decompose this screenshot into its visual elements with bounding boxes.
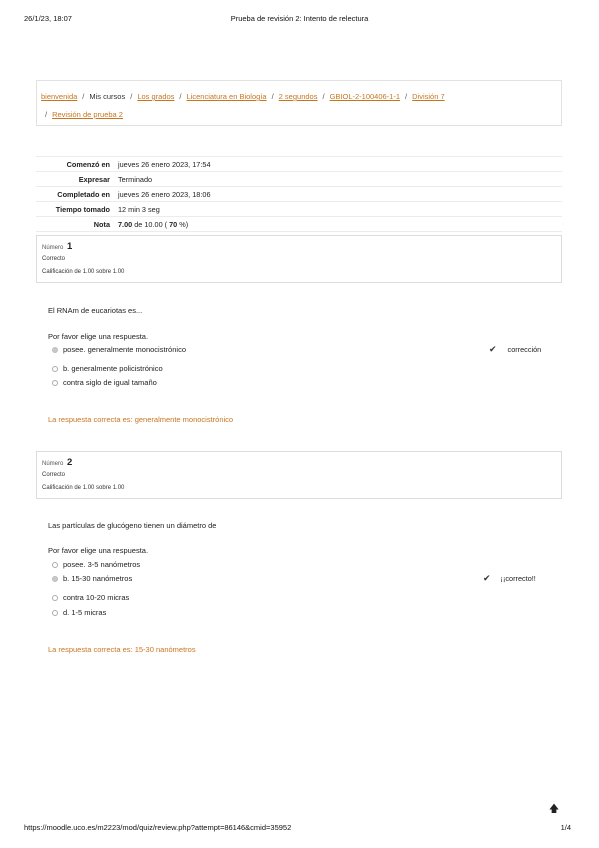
summary-row-completed bbox=[36, 186, 562, 201]
grade-middle: de 10.00 ( bbox=[132, 219, 170, 229]
question-state: Correcto bbox=[42, 256, 66, 262]
question-info-1 bbox=[36, 235, 562, 283]
answer-feedback bbox=[489, 344, 541, 355]
feedback-text: corrección bbox=[507, 345, 542, 354]
summary-label: Expresar bbox=[78, 174, 110, 184]
breadcrumb-separator: / bbox=[45, 110, 48, 119]
back-to-top-button[interactable] bbox=[544, 800, 564, 820]
summary-label: Comenzó en bbox=[66, 159, 110, 169]
summary-value: Terminado bbox=[118, 174, 153, 184]
question-text: Las partículas de glucógeno tienen un diámetro de bbox=[48, 521, 217, 530]
correct-answer: La respuesta correcta es: 15-30 nanómetros bbox=[48, 645, 196, 654]
grade-percent: 70 bbox=[169, 219, 178, 229]
question-state: Correcto bbox=[42, 472, 66, 478]
summary-row-started bbox=[36, 156, 562, 171]
breadcrumb-course[interactable]: GBIOL-2-100406-1-1 bbox=[329, 92, 401, 101]
breadcrumb-year[interactable]: 2 segundos bbox=[278, 92, 318, 101]
breadcrumb-separator: / bbox=[130, 92, 133, 101]
breadcrumb-separator: / bbox=[271, 92, 274, 101]
correct-answer: La respuesta correcta es: generalmente monocistrónico bbox=[48, 415, 234, 424]
question-text: El RNAm de eucariotas es... bbox=[48, 306, 143, 315]
print-title: Prueba de revisión 2: Intento de relectura bbox=[230, 14, 369, 23]
question-number bbox=[42, 241, 72, 252]
question-info-2 bbox=[36, 451, 562, 499]
breadcrumb-biology[interactable]: Licenciatura en Biología bbox=[186, 92, 267, 101]
question-number-label: Número bbox=[42, 245, 64, 251]
breadcrumb-my-courses: Mis cursos bbox=[89, 92, 126, 101]
option-label: contra siglo de igual tamaño bbox=[63, 378, 157, 387]
summary-value: jueves 26 enero 2023, 18:06 bbox=[118, 189, 211, 199]
answer-option[interactable] bbox=[52, 378, 157, 387]
answer-option[interactable] bbox=[52, 560, 140, 569]
question-number-label: Número bbox=[42, 461, 64, 467]
page-url: https://moodle.uco.es/m2223/mod/quiz/review.php?attempt=86146&cmid=35952 bbox=[24, 823, 292, 832]
question-grade: Calificación de 1.00 sobre 1.00 bbox=[42, 485, 125, 491]
attempt-summary bbox=[36, 156, 562, 232]
radio-button[interactable] bbox=[52, 610, 58, 616]
option-label: b. 15-30 nanómetros bbox=[63, 574, 133, 583]
page-number: 1/4 bbox=[560, 823, 571, 832]
summary-row-grade bbox=[36, 216, 562, 232]
checkmark-icon: ✔ bbox=[489, 344, 497, 354]
radio-button[interactable] bbox=[52, 347, 58, 353]
breadcrumb bbox=[36, 80, 562, 126]
summary-value: 12 min 3 seg bbox=[118, 204, 160, 214]
radio-button[interactable] bbox=[52, 562, 58, 568]
breadcrumb-section[interactable]: División 7 bbox=[412, 92, 445, 101]
question-number bbox=[42, 457, 72, 468]
breadcrumb-separator: / bbox=[322, 92, 325, 101]
question-number-value: 2 bbox=[67, 457, 73, 468]
answer-option[interactable] bbox=[52, 364, 163, 373]
answer-option[interactable] bbox=[52, 593, 129, 602]
breadcrumb-separator: / bbox=[405, 92, 408, 101]
arrow-up-icon: 🡅 bbox=[548, 803, 560, 815]
question-number-value: 1 bbox=[67, 241, 73, 252]
breadcrumb-degrees[interactable]: Los grados bbox=[137, 92, 175, 101]
print-date: 26/1/23, 18:07 bbox=[24, 14, 72, 23]
answer-option[interactable] bbox=[52, 608, 106, 617]
answer-feedback bbox=[483, 573, 536, 584]
breadcrumb-home[interactable]: bienvenida bbox=[41, 92, 78, 101]
radio-button[interactable] bbox=[52, 366, 58, 372]
summary-row-time bbox=[36, 201, 562, 216]
print-header bbox=[0, 14, 599, 28]
option-label: d. 1-5 micras bbox=[63, 608, 107, 617]
grade-value bbox=[116, 220, 188, 229]
checkmark-icon: ✔ bbox=[483, 573, 491, 583]
grade-end: %) bbox=[177, 219, 189, 229]
radio-button[interactable] bbox=[52, 576, 58, 582]
breadcrumb-quiz-review[interactable]: Revisión de prueba 2 bbox=[52, 110, 123, 119]
summary-row-state bbox=[36, 171, 562, 186]
option-label: posee. generalmente monocistrónico bbox=[63, 345, 186, 354]
summary-label: Nota bbox=[93, 219, 110, 229]
breadcrumb-separator: / bbox=[82, 92, 85, 101]
option-label: posee. 3-5 nanómetros bbox=[63, 560, 141, 569]
summary-label: Completado en bbox=[57, 189, 110, 199]
breadcrumb-separator: / bbox=[179, 92, 182, 101]
summary-value: jueves 26 enero 2023, 17:54 bbox=[118, 159, 211, 169]
answer-option[interactable] bbox=[52, 345, 186, 354]
answer-prompt: Por favor elige una respuesta. bbox=[48, 332, 149, 341]
question-grade: Calificación de 1.00 sobre 1.00 bbox=[42, 269, 125, 275]
answer-prompt: Por favor elige una respuesta. bbox=[48, 546, 149, 555]
grade-score: 7.00 bbox=[118, 219, 133, 229]
option-label: contra 10-20 micras bbox=[63, 593, 130, 602]
feedback-text: ¡¡correcto!! bbox=[500, 574, 536, 583]
radio-button[interactable] bbox=[52, 380, 58, 386]
answer-option[interactable] bbox=[52, 574, 132, 583]
summary-label: Tiempo tomado bbox=[55, 204, 110, 214]
radio-button[interactable] bbox=[52, 595, 58, 601]
option-label: b. generalmente policistrónico bbox=[63, 364, 163, 373]
